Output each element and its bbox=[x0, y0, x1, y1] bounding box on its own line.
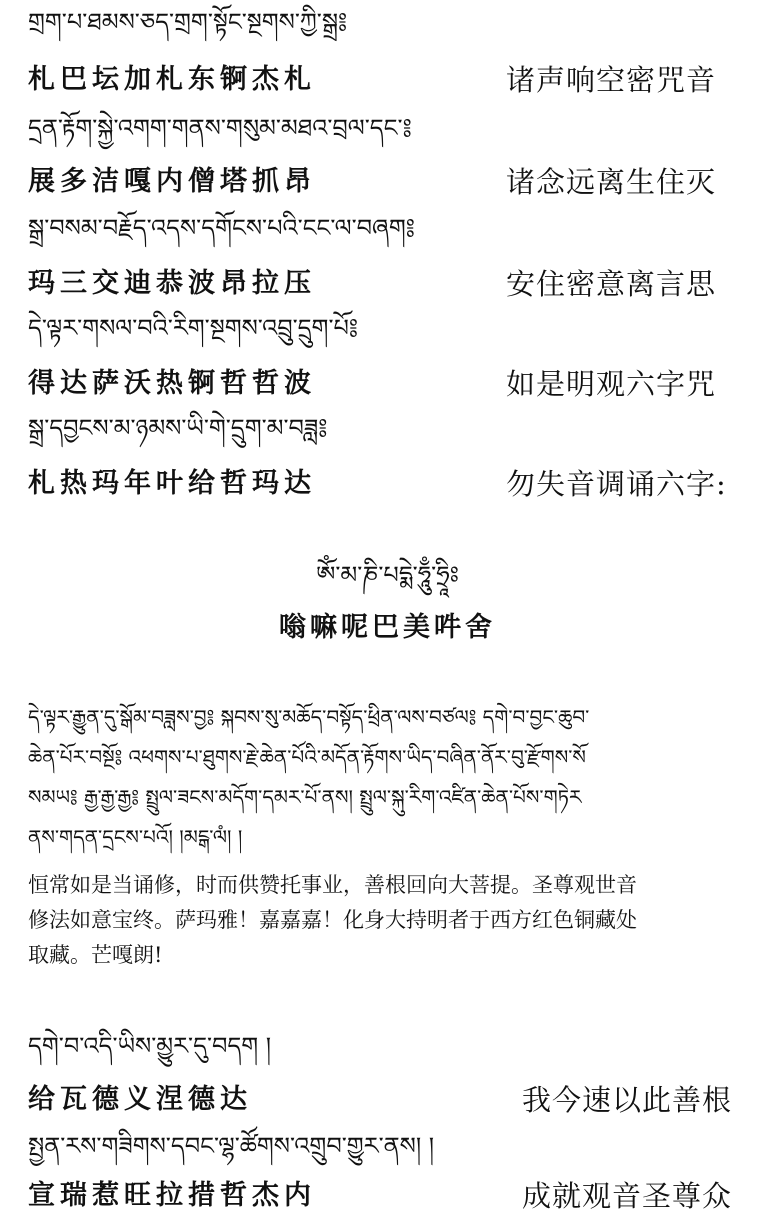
verse-meaning: 诸念远离生住灭 bbox=[506, 165, 717, 199]
paragraph-tibetan-line: སམཡ༔ རྒྱ་རྒྱ་རྒྱ༔ སྤྲུལ་ཟངས་མདོག་དམར་པོ་ནས། སྤྲུལ་སྐུ་རིག་འཛིན་ཆེན་པོས་གཏེར bbox=[28, 785, 582, 809]
paragraph-chinese-line: 恒常如是当诵修，时而供赞托事业，善根回向大菩提。圣尊观世音 bbox=[28, 873, 637, 897]
verse-transliteration: 展多洁嘎内僧塔抓昂 bbox=[28, 166, 316, 197]
verse-tibetan-line: གྲག་པ་ཐམས་ཅད་གྲག་སྟོང་སྔགས་ཀྱི་སྒྲ༔ bbox=[28, 8, 348, 36]
verse-tibetan-line: སྒྲ་དབྱངས་མ་ཉམས་ཡི་གེ་དྲུག་མ་བཟླ༔ bbox=[28, 414, 328, 442]
verse-transliteration: 得达萨沃热锕哲哲波 bbox=[28, 368, 316, 399]
dedication-meaning: 成就观音圣尊众 bbox=[522, 1179, 733, 1213]
verse-row bbox=[28, 162, 775, 202]
verse-row bbox=[28, 464, 775, 504]
verse-transliteration: 玛三交迪恭波昂拉压 bbox=[28, 268, 316, 299]
verse-row bbox=[28, 60, 775, 100]
paragraph-tibetan-line: ནས་གདན་དྲངས་པའོ། །མངྒ་ལཾ། ། bbox=[28, 825, 243, 849]
verse-tibetan-line: དྲན་རྟོག་སྐྱེ་འགག་གནས་གསུམ་མཐའ་བྲལ་དང་༔ bbox=[28, 114, 412, 142]
verse-row bbox=[28, 364, 775, 404]
mantra-tibetan: ཨོཾ་མ་ཎི་པདྨེ་ཧཱུྃ་ཧྲཱིཿ bbox=[316, 561, 459, 589]
paragraph-tibetan-line: དེ་ལྟར་རྒྱུན་དུ་སྒོམ་བཟླས་བྱ༔ སྐབས་སུ་མཆོད་བསྟོད་ཕྲིན་ལས་བཙལ༔ དགེ་བ་བྱང་ཆུབ་ bbox=[28, 705, 590, 729]
verse-transliteration: 札巴坛加札东锕杰札 bbox=[28, 64, 316, 95]
verse-transliteration: 札热玛年叶给哲玛达 bbox=[28, 468, 316, 499]
verse-row bbox=[28, 264, 775, 304]
mantra-transliteration: 嗡嘛呢巴美吽舍 bbox=[279, 612, 496, 643]
dedication-transliteration: 给瓦德义涅德达 bbox=[28, 1084, 252, 1115]
dedication-tibetan-line: དགེ་བ་འདི་ཡིས་མྱུར་དུ་བདག ། bbox=[28, 1032, 272, 1060]
verse-tibetan-line: དེ་ལྟར་གསལ་བའི་རིག་སྔགས་འབྲུ་དྲུག་པོ༔ bbox=[28, 314, 358, 342]
paragraph-chinese-line: 取藏。芒嘎朗! bbox=[28, 943, 163, 967]
dedication-row bbox=[28, 1176, 775, 1215]
dedication-transliteration: 宣瑞惹旺拉措哲杰内 bbox=[28, 1180, 316, 1211]
paragraph-chinese-line: 修法如意宝终。萨玛雅！嘉嘉嘉！化身大持明者于西方红色铜藏处 bbox=[28, 908, 637, 932]
verse-tibetan-line: སྒྲ་བསམ་བརྗོད་འདས་དགོངས་པའི་ངང་ལ་བཞག༔ bbox=[28, 214, 415, 242]
verse-meaning: 诸声响空密咒音 bbox=[506, 63, 717, 97]
dedication-tibetan-line: སྤྱན་རས་གཟིགས་དབང་ལྷ་ཚོགས་འགྲུབ་གྱུར་ནས། ། bbox=[28, 1132, 435, 1160]
verse-meaning: 勿失音调诵六字: bbox=[506, 467, 727, 501]
verse-meaning: 安住密意离言思 bbox=[506, 267, 717, 301]
dedication-row bbox=[28, 1080, 775, 1120]
verse-meaning: 如是明观六字咒 bbox=[506, 367, 717, 401]
paragraph-tibetan-line: ཆེན་པོར་བསྔོ༔ འཕགས་པ་ཐུགས་རྗེ་ཆེན་པོའི་མདོན་རྟོགས་ཡིད་བཞིན་ནོར་བུ་རྫོགས་སོ bbox=[28, 745, 586, 769]
dedication-meaning: 我今速以此善根 bbox=[522, 1083, 733, 1117]
